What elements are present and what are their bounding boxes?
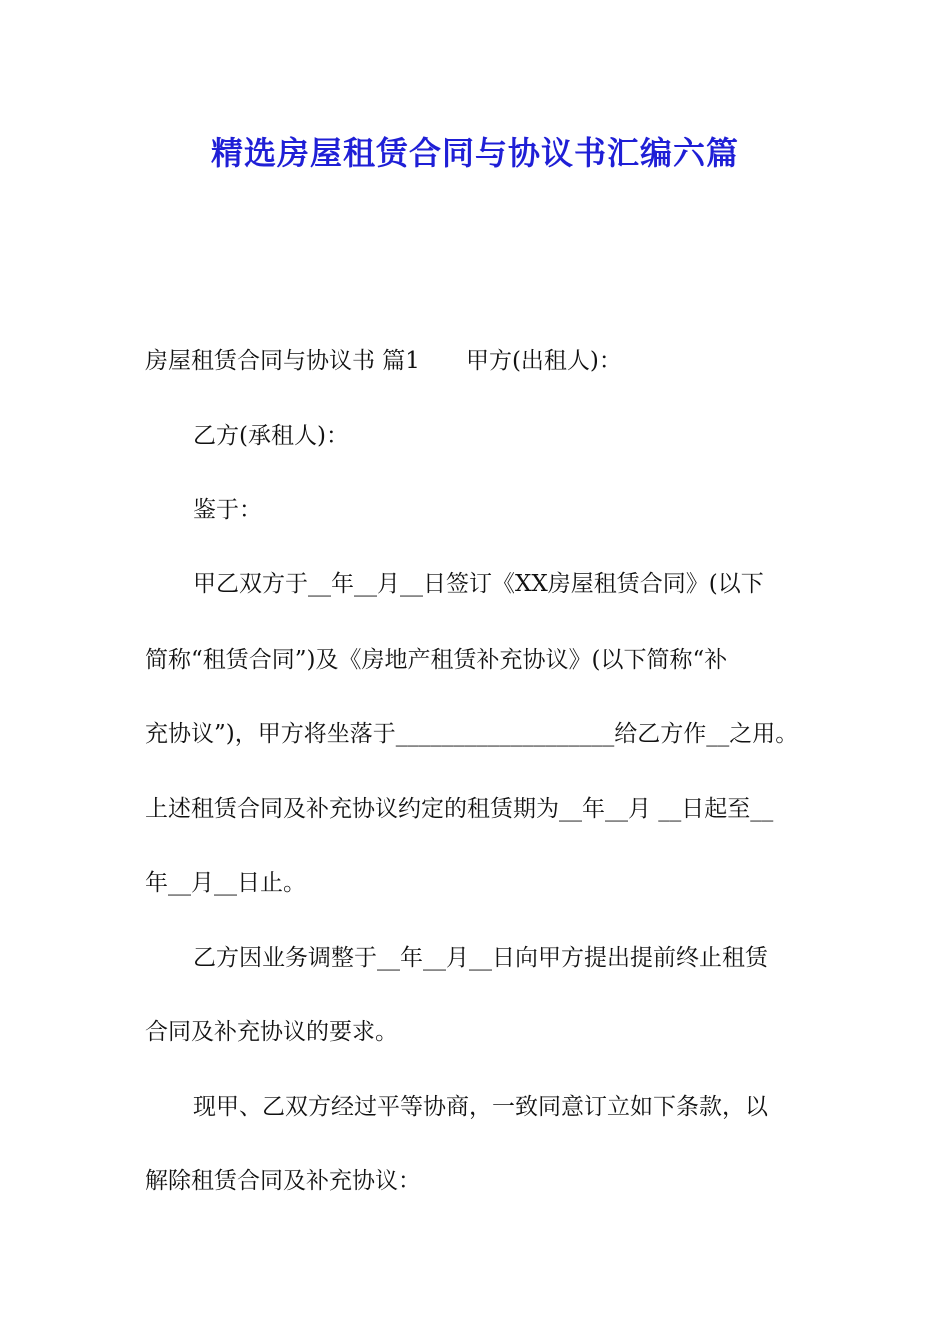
section-heading: 房屋租赁合同与协议书 篇1 [145, 348, 420, 374]
document-title: 精选房屋租赁合同与协议书汇编六篇 [210, 134, 739, 172]
paragraph-3-line: 现甲、乙双方经过平等协商，一致同意订立如下条款，以 [193, 1094, 768, 1120]
section-heading-line [145, 346, 815, 376]
paragraph-1-line: 甲乙双方于__年__月__日签订《XX房屋租赁合同》(以下 [193, 571, 764, 597]
party-a-label: 甲方(出租人)： [465, 348, 622, 374]
paragraph-2-line: 乙方因业务调整于__年__月__日向甲方提出提前终止租赁 [193, 945, 768, 971]
party-b-label: 乙方(承租人)： [193, 423, 349, 449]
paragraph-1-line: 充协议”)，甲方将坐落于___________________给乙方作__之用。 [145, 721, 799, 747]
paragraph-1-line: 年__月__日止。 [145, 870, 306, 896]
paragraph-1-line: 上述租赁合同及补充协议约定的租赁期为__年__月 __日起至__ [145, 796, 774, 822]
paragraph-1-line: 简称“租赁合同”)及《房地产租赁补充协议》(以下简称“补 [145, 647, 728, 673]
paragraph-3-line: 解除租赁合同及补充协议： [145, 1168, 421, 1194]
paragraph-2-line: 合同及补充协议的要求。 [145, 1019, 398, 1045]
whereas-label: 鉴于： [193, 497, 262, 523]
